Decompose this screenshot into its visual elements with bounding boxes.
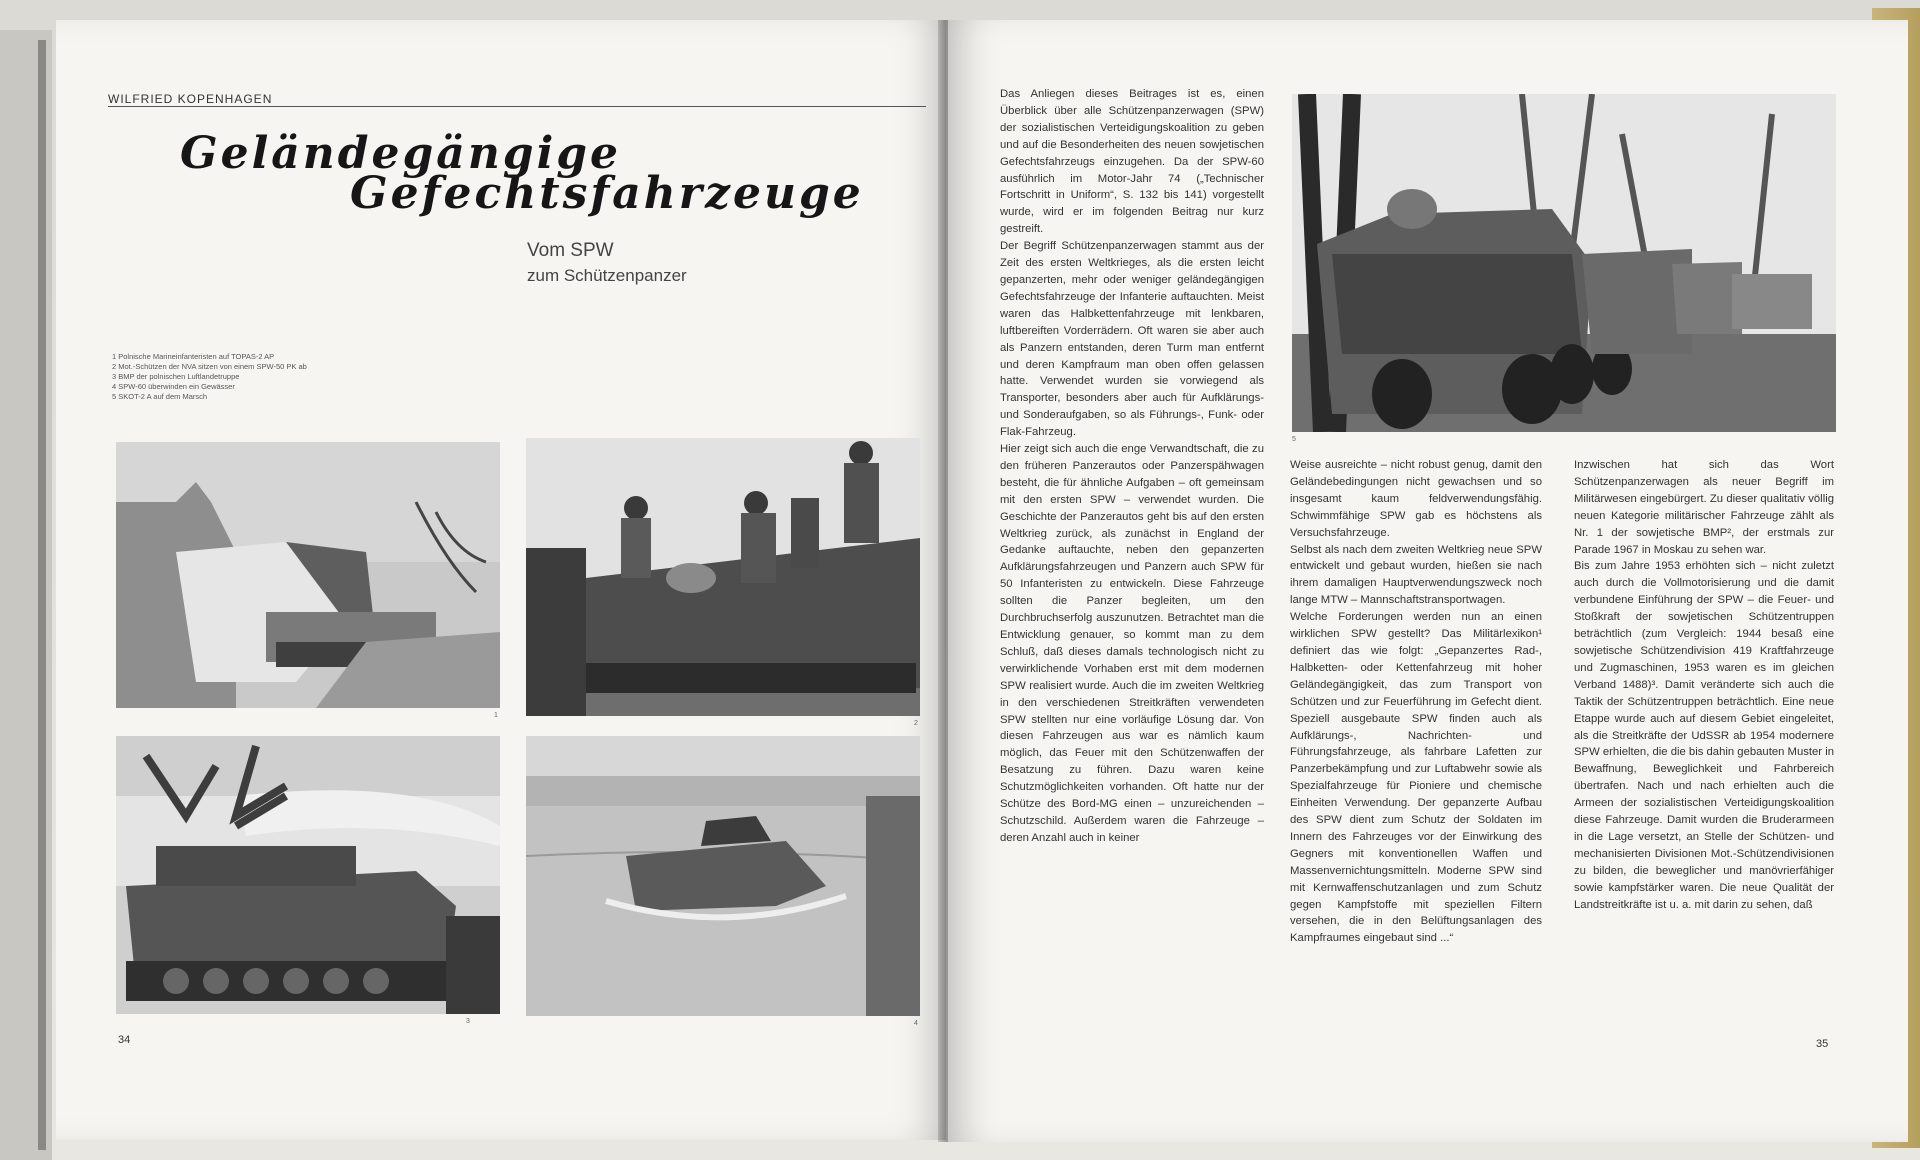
paragraph: Welche Forderungen werden nun an einen wirklichen SPW gestellt? Das Militärlexikon¹ definiert das wie folgt: „Gepanzertes Rad-, Halbketten- oder Kettenfahrzeug mit hoher Geländegängigkeit, das zum Transport von Schützen und zur Feuerführung im Gefecht dient. Speziell ausgebaute SPW finden auch als Aufklärungs-, Nachrichten- und Führungsfahrzeuge, als fahrbare Lafetten zur Panzerbekämpfung und zur Luftabwehr sowie als Spezialfahrzeuge für Pioniere und chemische Einheiten Verwendung. Der gepanzerte Aufbau des SPW dient zum Schutz der Soldaten im Innern des Fahrzeuges vor der Einwirkung des Gegners mit konventionellen Waffen und Massenvernichtungsmitteln. Moderne SPW sind mit Kernwaffenschutzanlagen und zum Schutz gegen Kampfstoffe mit speziellen Filtern versehen, die in den Belüftungsanlagen des Kampfraumes eingebaut sind ...“ [1290,611,1542,945]
subtitle-line2: zum Schützenpanzer [527,266,687,285]
photo-number-5: 5 [1292,436,1296,443]
paragraph: Weise ausreichte – nicht robust genug, damit den Geländebedingungen nicht gewachsen und so insgesamt kaum feldverwendungsfähig. Schwimmfähige SPW gab es höchstens als Versuchsfahrzeuge. [1290,459,1542,539]
photo-captions [112,352,307,402]
paragraph: Das Anliegen dieses Beitrages ist es, einen Überblick über alle Schützenpanzerwagen (SPW) der sozialistischen Verteidigungskoalition zu geben und auf die Besonderheiten des neuen sowjetischen Gefechtsfahrzeugs einzugehen. Da der SPW-60 ausführlich im Motor-Jahr 74 („Technischer Fortschritt in Uniform“, S. 132 bis 141) vorgestellt wurde, wird er im folgenden Beitrag nur kurz gestreift. [1000,88,1264,236]
page-number-left: 34 [118,1034,131,1046]
page-number-right: 35 [1816,1038,1829,1050]
photo-skot-column [1292,94,1836,432]
caption-5: 5 SKOT-2 A auf dem Marsch [112,392,208,401]
text-column-3 [1574,457,1834,913]
text-column-2 [1290,457,1542,947]
article-title-line1: Geländegängige [180,128,622,179]
photo-spw60-water [526,736,920,1016]
author-name: WILFRIED KOPENHAGEN [108,92,273,106]
paragraph: Bis zum Jahre 1953 erhöhten sich – nicht zuletzt auch durch die Vollmotorisierung und die damit verbundene Einführung der SPW – die Feuer- und Stoßkraft der sowjetischen Schützentruppen beträchtlich (zum Vergleich: 1944 besaß eine sowjetische Schützendivision 419 Kraftfahrzeuge und Zugmaschinen, 1953 waren es im gleichen Verband 1488)³. Damit veränderte sich auch die Taktik der Schützentruppen beträchtlich. Eine neue Etappe wurde auch auf diesem Gebiet eingeleitet, als die Streitkräfte der UdSSR ab 1954 modernere SPW erhielten, die die bis dahin gebauten Muster in Bewaffnung, Beweglichkeit und Fahrbereich übertrafen. Nach und nach erhielten auch die Armeen der sozialistischen Verteidigungskoalition diese Fahrzeuge. Damit wurden die Bruderarmeen in die Lage versetzt, an Stelle der Schützen- und mechanisierten Divisionen Mot.-Schützendivisionen zu bilden, die beweglicher und manövrierfähiger sowie kampfstärker waren. Die neue Qualität der Landstreitkräfte ist u. a. mit darin zu sehen, daß [1574,560,1834,911]
photo-soldiers-dismounting [526,438,920,716]
photo-number-3: 3 [466,1018,470,1025]
article-title-line2: Gefechtsfahrzeuge [350,168,864,219]
paragraph: Hier zeigt sich auch die enge Verwandtschaft, die zu den früheren Panzerautos oder Panzerspähwagen besteht, die für ähnliche Aufgaben – oft gemeinsam mit den ersten SPW – verwendet wurden. Die Geschichte der Panzerautos geht bis auf den ersten Weltkrieg zurück, als zunächst in England der Gedanke auftauchte, neben den gepanzerten Aufklärungsfahrzeugen und Panzern auch SPW für 50 Infanteristen zu entwickeln. Diese Fahrzeuge sollten die Panzer begleiten, um den Durchbruchserfolg auszunutzen. Betrachtet man die Entwicklung genauer, so kommt man zu dem Schluß, daß dieses damals technologisch nicht zu verwirklichende Vorhaben erst mit dem modernen SPW realisiert wurde. Auch die im zweiten Weltkrieg in den verschiedenen Streitkräften verwendeten SPW stellten nur eine vorläufige Lösung dar. Von diesen Fahrzeugen aus war es nämlich kaum möglich, das Feuer mit den Schützenwaffen der Besatzung zu führen. Dazu waren keine Schutzmöglichkeiten vorhanden. Oft hatte nur der Schütze des Bord-MG einen – unzureichenden – Schutzschild. Außerdem waren die Fahrzeuge – deren Anzahl auch in keiner [1000,443,1264,844]
book-cover-left-edge [0,30,52,1160]
caption-4: 4 SPW-60 überwinden ein Gewässer [112,382,235,391]
photo-number-2: 2 [914,720,918,727]
photo-landing-craft [116,442,500,708]
caption-2: 2 Mot.-Schützen der NVA sitzen von einem SPW-50 PK ab [112,362,307,371]
caption-1: 1 Polnische Marineinfanteristen auf TOPAS-2 AP [112,352,275,361]
paragraph: Inzwischen hat sich das Wort Schützenpanzerwagen als neuer Begriff im Militärwesen eingebürgert. Zu dieser qualitativ völlig neuen Kategorie militärischer Fahrzeuge zählt als Nr. 1 der sowjetische BMP², der erstmals zur Parade 1967 in Moskau zu sehen war. [1574,459,1834,556]
paragraph: Selbst als nach dem zweiten Weltkrieg neue SPW entwickelt und gebaut wurden, hießen sie nach ihrem damaligen Hauptverwendungszweck noch lange MTW – Mannschaftstransportwagen. [1290,543,1542,607]
photo-number-4: 4 [914,1020,918,1027]
subtitle-line1: Vom SPW [527,240,614,261]
photo-number-1: 1 [494,712,498,719]
header-rule [108,106,926,107]
photo-bmp-airborne [116,736,500,1014]
text-column-1 [1000,86,1264,847]
paragraph: Der Begriff Schützenpanzerwagen stammt aus der Zeit des ersten Weltkrieges, als die ersten leicht gepanzerten, mehr oder weniger geländegängigen Gefechtsfahrzeuge der Infanterie auftauchten. Meist waren das Halbkettenfahrzeuge mit lenkbaren, luftbereiften Vorderrädern. Oft waren sie aber auch als Panzern entstanden, deren Turm man entfernt und deren Kampfraum man oben offen gelassen hatte. Verwendet wurden sie vorwiegend als Transporter, besonders aber auch für Aufklärungs- und Sonderaufgaben, so als Führungs-, Funk- oder Flak-Fahrzeug. [1000,240,1264,439]
caption-3: 3 BMP der polnischen Luftlandetruppe [112,372,240,381]
